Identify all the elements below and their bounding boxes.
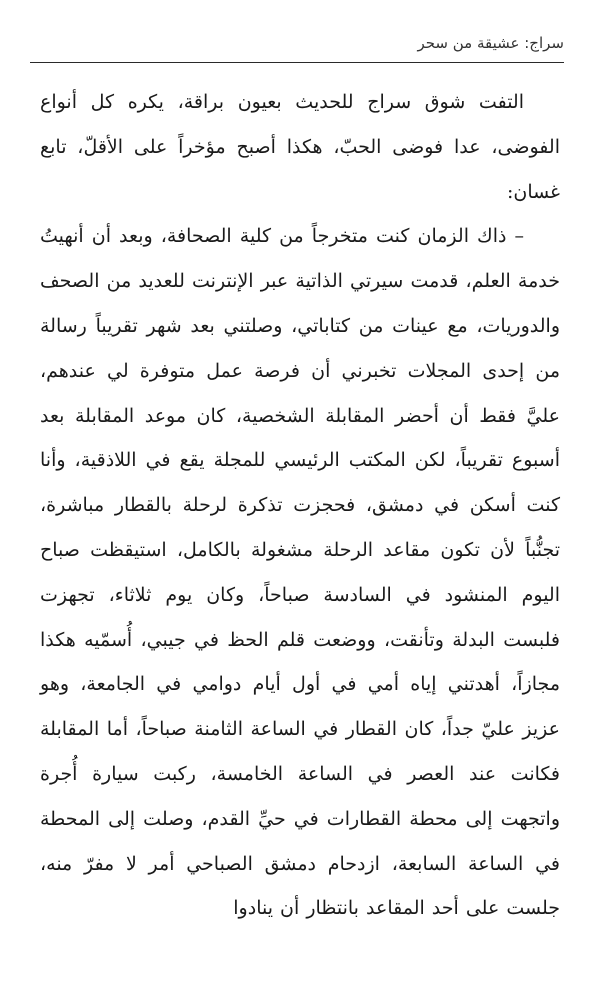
header-divider bbox=[30, 62, 564, 63]
running-header: سراج: عشيقة من سحر bbox=[417, 34, 564, 52]
page-body bbox=[40, 80, 560, 931]
paragraph-opening: التفت شوق سراج للحديث بعيون براقة، يكره كل أنواع الفوضى، عدا فوضى الحبّ، هكذا أصبح مؤخراً على الأقلّ، تابع غسان: bbox=[40, 91, 560, 203]
paragraph-dialogue: – ذاك الزمان كنت متخرجاً من كلية الصحافة، وبعد أن أنهيتُ خدمة العلم، قدمت سيرتي الذاتية عبر الإنترنت للعديد من الصحف والدوريات، مع عينات من كتاباتي، وصلتني بعد شهر تقريباً رسالة من إحدى المجلات تخبرني أن فرصة عمل متوفرة لي عندهم، عليَّ فقط أن أحضر المقابلة الشخصية، كان موعد المقابلة بعد أسبوع تقريباً، لكن المكتب الرئيسي للمجلة يقع في اللاذقية، وأنا كنت أسكن في دمشق، فحجزت تذكرة لرحلة بالقطار مباشرة، تجنُّباً لأن تكون مقاعد الرحلة مشغولة بالكامل، استيقظت صباح اليوم المنشود في السادسة صباحاً، وكان يوم ثلاثاء، تجهزت فلبست البدلة وتأنقت، ووضعت قلم الحظ في جيبي، أُسمّيه هكذا مجازاً، أهدتني إياه أمي في أول أيام دوامي في الجامعة، وهو عزيز عليّ جداً، كان القطار في الساعة الثامنة صباحاً، أما المقابلة فكانت عند العصر في الساعة الخامسة، ركبت سيارة أُجرة واتجهت إلى محطة القطارات في حيِّ القدم، وصلت إلى المحطة في الساعة السابعة، ازدحام دمشق الصباحي أمر لا مفرّ منه، جلست على أحد المقاعد بانتظار أن ينادوا bbox=[40, 225, 560, 920]
